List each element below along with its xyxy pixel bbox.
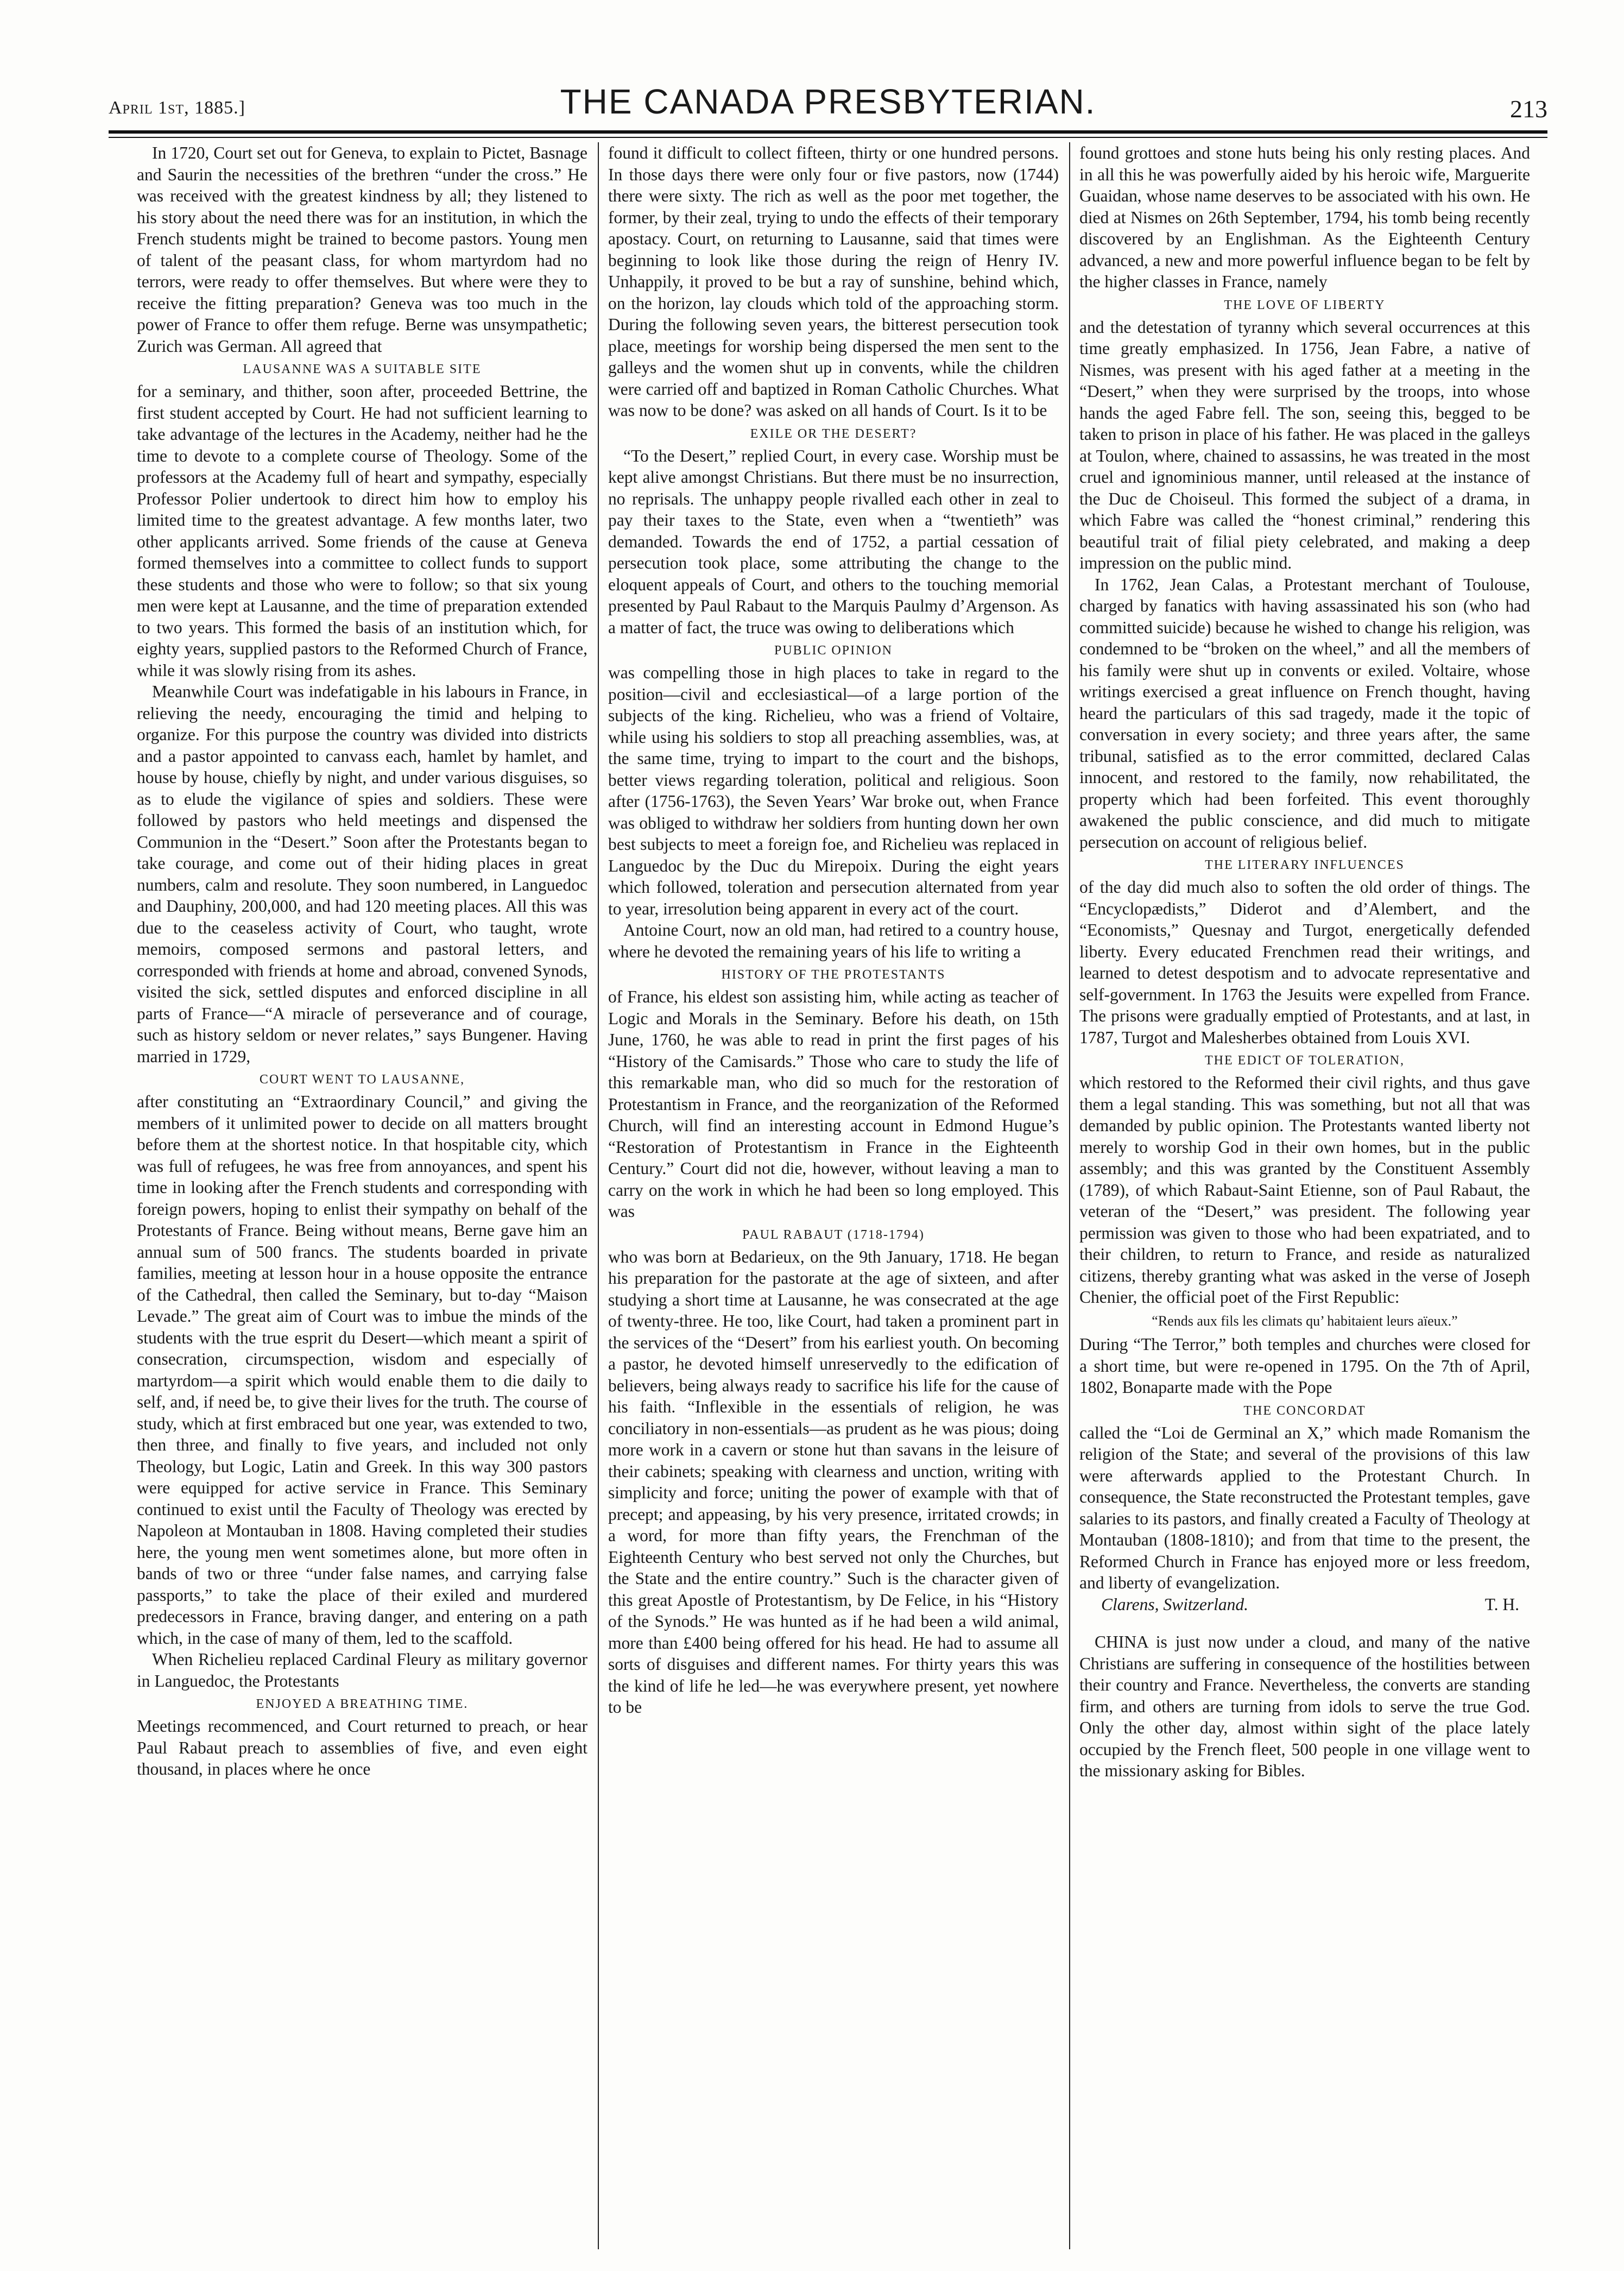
paragraph: of France, his eldest son assisting him, while acting as teacher of Logic and Morals in the Seminary. Before his death, on 15th June, 1760, he was able to read in print the first pages of his “History of the Camisards.” Those who care to study the life of this remarkable man, who did so much for the restoration of Protestantism in France, and the reorganization of the Reformed Church, will find an interesting account in Edmond Hugue’s “Restoration of Protestantism in France in the Eighteenth Century.” Court did not die, however, without leaving a man to carry on the work in which he had been so long employed. This was <box>608 987 1059 1221</box>
section-heading: PUBLIC OPINION <box>774 644 893 658</box>
section-heading: HISTORY OF THE PROTESTANTS <box>721 968 946 982</box>
section-heading: ENJOYED A BREATHING TIME. <box>256 1697 469 1711</box>
section-heading: THE CONCORDAT <box>1243 1403 1366 1418</box>
news-paragraph: CHINA is just now under a cloud, and many of the native Christians are suffering in consequence of the hostilities between their country and France. Nevertheless, the converts are standing firm, and others are turning from idols to serve the true God. Only the other day, almost within sight of the place lately occupied by the French fleet, 500 people in one village went to the missionary asking for Bibles. <box>1079 1632 1530 1780</box>
column-3 <box>1079 142 1530 2249</box>
paragraph: In 1720, Court set out for Geneva, to explain to Pictet, Basnage and Saurin the necessities of the brethren “under the cross.” He was received with the greatest kindness by all; they listened to his story about the need there was for an institution, in which the French students might be trained to become pastors. Young men of talent of the peasant class, for whom martyrdom had no terrors, were ready to offer themselves. But where were they to receive the fitting preparation? Geneva was too much in the power of France to offer them refuge. Berne was unsympathetic; Zurich was German. All agreed that <box>137 143 587 356</box>
paragraph: When Richelieu replaced Cardinal Fleury as military governor in Languedoc, the Protestants <box>137 1650 587 1690</box>
paragraph: who was born at Bedarieux, on the 9th January, 1718. He began his preparation for the pastorate at the age of sixteen, and after studying a short time at Lausanne, he was consecrated at the age of twenty-three. He too, like Court, had taken a prominent part in the services of the “Desert” from his earliest youth. On becoming a pastor, he devoted himself unreservedly to the edification of believers, being always ready to sacrifice his life for the cause of his faith. “Inflexible in the essentials of religion, he was conciliatory in non-essentials—as prudent as he was pious; doing more work in a cavern or stone hut than savans in the leisure of their cabinets; speaking with clearness and unction, writing with simplicity and force; uniting the power of example with that of precept; and appeasing, by his very presence, irritated crowds; in a word, for more than fifty years, the Frenchman of the Eighteenth Century who best served not only the Churches, but the State and the entire country.” Such is the character given of this great Apostle of Protestantism, by De Felice, in his “History of the Synods.” He was hunted as if he had been a wild animal, more than £400 being offered for his head. He had to assume all sorts of disguises and different names. For thirty years this was the kind of life he led—he was everywhere present, yet nowhere to be <box>608 1247 1059 1717</box>
paragraph: and the detestation of tyranny which several occurrences at this time greatly emphasized. In 1756, Jean Fabre, a native of Nismes, was present with his aged father at a meeting in the “Desert,” when they were surprised by the troops, into whose hands the aged Fabre fell. The son, seeing this, begged to be taken to prison in place of his father. He was placed in the galleys at Toulon, where, chained to assassins, he was treated in the most cruel and ignominious manner, until released at the instance of the Duc de Choiseul. This formed the subject of a drama, in which Fabre was called the “honest criminal,” rendering this beautiful trait of filial piety celebrated, and making a deep impression on the public mind. <box>1079 317 1530 572</box>
paragraph: “To the Desert,” replied Court, in every case. Worship must be kept alive amongst Christians. But there must be no insurrection, no reprisals. The unhappy people rivalled each other in zeal to pay their taxes to the State, even when a “twentieth” was demanded. Towards the end of 1752, a partial cessation of persecution took place, some attributing the change to the eloquent appeals of Court, and others to the touching memorial presented by Paul Rabaut to the Marquis Paulmy d’Argenson. As a matter of fact, the truce was owing to deliberations which <box>608 446 1059 637</box>
header-rule-thin <box>109 137 1547 138</box>
section-heading: THE LOVE OF LIBERTY <box>1224 298 1386 312</box>
article-separator <box>1079 1615 1530 1631</box>
section-heading: THE EDICT OF TOLERATION, <box>1205 1054 1405 1068</box>
paragraph: Meanwhile Court was indefatigable in his labours in France, in relieving the needy, encouraging the timid and helping to organize. For this purpose the country was divided into districts and a pastor appointed to canvass each, hamlet by hamlet, and house by house, chiefly by night, and under various disguises, so as to elude the vigilance of spies and soldiers. These were followed by pastors who held meetings and dispensed the Communion in the “Desert.” Soon after the Protestants began to take courage, and come out of their hiding places in great numbers, calm and resolute. They soon numbered, in Languedoc and Dauphiny, 200,000, and had 120 meeting places. All this was due to the ceaseless activity of Court, who taught, wrote memoirs, composed sermons and pastoral letters, and corresponded with friends at home and abroad, convened Synods, visited the sick, settled disputes and enforced discipline in all parts of France—“A miracle of perseverance and of courage, such as history seldom or never relates,” says Bungener. Having married in 1729, <box>137 682 587 1066</box>
column-2 <box>608 142 1059 2249</box>
section-heading: PAUL RABAUT (1718-1794) <box>742 1227 925 1242</box>
verse-quotation: “Rends aux fils les climats qu’ habitaient leurs aïeux.” <box>1152 1313 1458 1329</box>
column-divider <box>598 142 599 2249</box>
paragraph: found it difficult to collect fifteen, thirty or one hundred persons. In those days there were only four or five pastors, now (1744) there were sixty. The rich as well as the poor met together, the former, by their zeal, trying to undo the effects of their temporary apostacy. Court, on returning to Lausanne, said that times were beginning to look like those during the reign of Henry IV. Unhappily, it proved to be but a ray of sunshine, behind which, on the horizon, lay clouds which told of the approaching storm. During the following seven years, the bitterest persecution took place, meetings for worship being dispersed the men sent to the galleys and the women shut up in convents, while the children were carried off and baptized in Roman Catholic Churches. What was now to be done? was asked on all hands of Court. Is it to be <box>608 143 1059 420</box>
paragraph: In 1762, Jean Calas, a Protestant merchant of Toulouse, charged by fanatics with having assassinated his son (who had committed suicide) because he wished to change his religion, was condemned to be “broken on the wheel,” and all the members of his family were shut up in convents or exiled. Voltaire, whose writings exercised a great influence on French thought, having heard the particulars of this sad tragedy, made it the topic of conversation in every society; and three years after, the same tribunal, satisfied as to the error committed, declared Calas innocent, and restored to the family, now rehabilitated, the property which had been forfeited. This event thoroughly awakened the public conscience, and did much to mitigate persecution on account of religious belief. <box>1079 575 1530 851</box>
signature-initials: T. H. <box>1484 1594 1519 1614</box>
column-1 <box>137 142 587 2249</box>
paragraph: which restored to the Reformed their civil rights, and thus gave them a legal standing. This was something, but not all that was demanded by public opinion. The Protestants wanted liberty not merely to worship God in their own homes, but in the public assembly; and this was granted by the Constituent Assembly (1789), of which Rabaut-Saint Etienne, son of Paul Rabaut, the veteran of the “Desert,” was president. The following year permission was given to those who had been expatriated, and to their children, to return to France, and reside as naturalized citizens, thereby granting what was asked in the verse of Joseph Chenier, the official poet of the First Republic: <box>1079 1073 1530 1307</box>
column-divider <box>1069 142 1070 2249</box>
header-rule-thick <box>109 130 1547 134</box>
paragraph: for a seminary, and thither, soon after, proceeded Bettrine, the first student accepted by Court. He had not sufficient learning to take advantage of the lectures in the Academy, neither had he the time to devote to a complete course of Theology. Some of the professors at the Academy full of heart and sympathy, especially Professor Polier undertook to direct him how to employ his limited time to the greatest advantage. A few months later, two other applicants arrived. Some friends of the cause at Geneva formed themselves into a committee to collect funds to support these students and those who were to follow; so that six young men were kept at Lausanne, and the time of preparation extended to two years. This formed the basis of an institution which, for eighty years, supplied pastors to the Reformed Church of France, while it was slowly rising from its ashes. <box>137 382 587 680</box>
paragraph: Meetings recommenced, and Court returned to preach, or hear Paul Rabaut preach to assemblies of five, and even eight thousand, in places where he once <box>137 1717 587 1778</box>
paragraph: Antoine Court, now an old man, had retired to a country house, where he devoted the remaining years of his life to writing a <box>608 920 1059 961</box>
signature-place: Clarens, Switzerland. <box>1101 1594 1248 1614</box>
issue-date: April 1st, 1885.] <box>109 98 245 118</box>
page-number: 213 <box>1510 95 1547 123</box>
section-heading: LAUSANNE WAS A SUITABLE SITE <box>243 362 482 376</box>
paragraph: found grottoes and stone huts being his only resting places. And in all this he was powerfully aided by his heroic wife, Marguerite Guaidan, whose name deserves to be associated with his own. He died at Nismes on 26th September, 1794, his tomb being recently discovered by an Englishman. As the Eighteenth Century advanced, a new and more powerful influence began to be felt by the higher classes in France, namely <box>1079 143 1530 291</box>
section-heading: COURT WENT TO LAUSANNE, <box>259 1073 465 1087</box>
paragraph: was compelling those in high places to take in regard to the position—civil and ecclesiastical—of a large portion of the subjects of the king. Richelieu, who was a friend of Voltaire, while using his soldiers to stop all preaching assemblies, was, at the same time, trying to impart to the court and the bishops, better views regarding toleration, political and religious. Soon after (1756-1763), the Seven Years’ War broke out, when France was obliged to withdraw her soldiers from hunting down her own best subjects to meet a foreign foe, and Richelieu was replaced in Languedoc by the Duc du Mirepoix. During the eight years which followed, toleration and persecution alternated from year to year, irresolution being apparent in every act of the court. <box>608 663 1059 918</box>
signature-line <box>1079 1594 1530 1616</box>
paragraph: called the “Loi de Germinal an X,” which made Romanism the religion of the State; and several of the provisions of this law were afterwards applied to the Protestant Church. In consequence, the State reconstructed the Protestant temples, gave salaries to its pastors, and finally created a Faculty of Theology at Montauban (1808-1810); and from that time to the present, the Reformed Church in France has enjoyed more or less freedom, and liberty of evangelization. <box>1079 1423 1530 1592</box>
paragraph: During “The Terror,” both temples and churches were closed for a short time, but were re-opened in 1795. On the 7th of April, 1802, Bonaparte made with the Pope <box>1079 1335 1530 1397</box>
section-heading: THE LITERARY INFLUENCES <box>1205 858 1405 872</box>
paragraph: after constituting an “Extraordinary Council,” and giving the members of it unlimited power to decide on all matters brought before them at the shortest notice. In that hospitable city, which was full of refugees, he was free from annoyances, and spent his time in looking after the French students and corresponding with foreign powers, hoping to enlist their sympathy on behalf of the Protestants of France. Being without means, Berne gave him an annual sum of 500 francs. The students boarded in private families, meeting at lesson hour in a house opposite the entrance of the Cathedral, then called the Seminary, but to-day “Maison Levade.” The great aim of Court was to imbue the minds of the students with the true esprit du Desert—which meant a spirit of consecration, circumspection, wisdom and especially of martyrdom—a spirit which would enable them to die daily to self, and, if need be, to give their lives for the truth. The course of study, which at first embraced but one year, was extended to two, then three, and finally to five years, and included not only Theology, but Logic, Latin and Greek. In this way 300 pastors were equipped for active service in France. This Seminary continued to exist until the Faculty of Theology was erected by Napoleon at Montauban in 1808. Having completed their studies here, the young men went sometimes alone, but more often in bands of two or three “under false names, and carrying false passports,” to take the place of their exiled and murdered predecessors in France, braving danger, and entering on a path which, in the case of many of them, led to the scaffold. <box>137 1092 587 1648</box>
section-heading: EXILE OR THE DESERT? <box>750 426 917 441</box>
publication-title: THE CANADA PRESBYTERIAN. <box>560 82 1096 121</box>
paragraph: of the day did much also to soften the old order of things. The “Encyclopædists,” Diderot and d’Alembert, and the “Economists,” Quesnay and Turgot, energetically defended liberty. Every educated Frenchmen read their writings, and learned to detest despotism and to advocate representative and self-government. In 1763 the Jesuits were expelled from France. The prisons were gradually emptied of Protestants, and at last, in 1787, Turgot and Malesherbes obtained from Louis XVI. <box>1079 878 1530 1047</box>
